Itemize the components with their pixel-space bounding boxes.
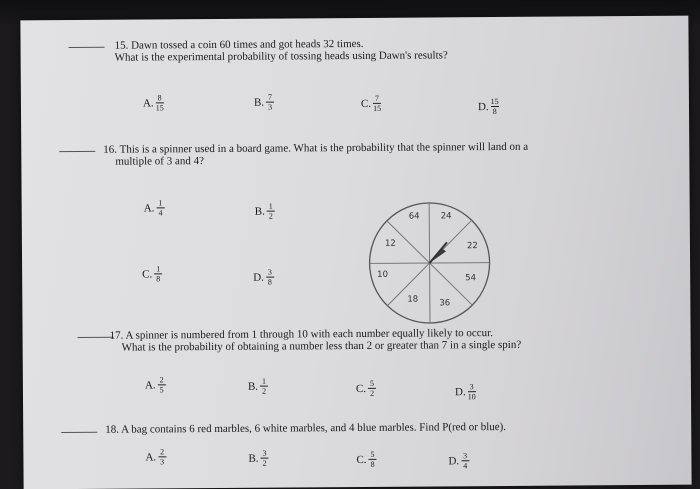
question-17-line2: What is the probability of obtaining a number less than 2 or greater than 7 in a single spin?: [121, 338, 522, 354]
fraction: $\frac{1}{4}$: [158, 198, 163, 218]
answer-blank-18[interactable]: [61, 432, 97, 433]
question-15-text: [115, 37, 448, 63]
spinner-label-5: 54: [465, 273, 477, 284]
q18-option-c[interactable]: [356, 450, 376, 469]
answer-blank-17[interactable]: [78, 337, 114, 338]
question-18-text: [105, 421, 506, 436]
worksheet-paper: [20, 16, 691, 489]
spinner-label-0: 64: [408, 211, 420, 222]
question-15-line2: What is the experimental probability of tossing heads using Dawn's results?: [114, 49, 448, 64]
option-letter: C.: [142, 267, 153, 280]
option-letter: D.: [454, 385, 466, 398]
q16-option-d[interactable]: [253, 268, 274, 287]
q15-option-d[interactable]: [478, 97, 499, 116]
spinner-label-7: 36: [439, 298, 451, 309]
q15-option-c[interactable]: [361, 94, 381, 113]
q18-option-d[interactable]: [448, 451, 469, 470]
fraction: $\frac{15}{8}$: [490, 97, 499, 117]
question-16-text: [103, 141, 528, 168]
q15-option-b[interactable]: [254, 93, 274, 112]
question-16-line2: multiple of 3 and 4?: [115, 155, 204, 168]
fraction: $\frac{1}{8}$: [156, 264, 161, 284]
option-letter: A.: [143, 201, 155, 214]
fraction: $\frac{5}{8}$: [370, 449, 375, 469]
option-letter: B.: [248, 452, 259, 465]
q15-option-a[interactable]: [143, 93, 164, 112]
fraction: $\frac{3}{8}$: [267, 267, 272, 287]
spinner-label-6: 18: [407, 294, 419, 305]
spinner-label-2: 12: [384, 238, 396, 249]
option-letter: A.: [142, 96, 154, 109]
q17-option-c[interactable]: [356, 379, 376, 398]
option-letter: B.: [254, 205, 265, 218]
q18-option-a[interactable]: [145, 447, 166, 466]
fraction: $\frac{1}{2}$: [261, 376, 267, 396]
answer-blank-15[interactable]: [69, 47, 105, 48]
question-15-line1: 15. Dawn tossed a coin 60 times and got heads 32 times.: [114, 37, 364, 52]
fraction: $\frac{7}{3}$: [267, 92, 273, 112]
option-letter: D.: [448, 454, 460, 467]
spinner-label-4: 10: [377, 269, 389, 280]
fraction: $\frac{2}{3}$: [160, 447, 165, 467]
option-letter: B.: [247, 380, 259, 393]
spinner-arrow-shaft: [429, 242, 447, 263]
answer-blank-16[interactable]: [59, 151, 95, 152]
q16-option-c[interactable]: [142, 264, 162, 283]
option-letter: A.: [145, 450, 157, 463]
q18-option-b[interactable]: [248, 449, 268, 468]
spinner-label-1: 24: [440, 211, 452, 222]
q16-option-a[interactable]: [144, 198, 165, 217]
q17-option-d[interactable]: [455, 382, 476, 401]
spinner-diagram: [367, 200, 493, 326]
option-letter: C.: [356, 453, 367, 466]
fraction: $\frac{3}{10}$: [467, 382, 476, 402]
question-17-line1: 17. A spinner is numbered from 1 through 10 with each number equally likely to occur.: [109, 327, 494, 342]
option-letter: B.: [253, 96, 265, 109]
fraction: $\frac{5}{2}$: [369, 378, 375, 398]
spinner-label-3: 22: [466, 241, 478, 252]
question-17-text: [110, 327, 522, 354]
option-letter: A.: [144, 378, 156, 391]
fraction: $\frac{2}{5}$: [159, 375, 164, 395]
fraction: $\frac{7}{15}$: [373, 93, 382, 113]
fraction: $\frac{8}{15}$: [155, 93, 164, 113]
option-letter: C.: [360, 97, 372, 110]
q16-option-b[interactable]: [255, 202, 275, 221]
q17-option-b[interactable]: [248, 377, 268, 396]
question-18-line1: 18. A bag contains 6 red marbles, 6 white marbles, and 4 blue marbles. Find P(red or blue).: [105, 420, 507, 436]
option-letter: D.: [477, 100, 489, 113]
q17-option-a[interactable]: [145, 375, 166, 394]
option-letter: C.: [355, 382, 367, 395]
fraction: $\frac{3}{2}$: [262, 448, 267, 468]
question-16-line1: 16. This is a spinner used in a board game. What is the probability that the spinner will land on a: [103, 140, 529, 156]
fraction: $\frac{1}{2}$: [268, 201, 273, 221]
option-letter: D.: [253, 271, 264, 284]
fraction: $\frac{3}{4}$: [463, 451, 468, 471]
